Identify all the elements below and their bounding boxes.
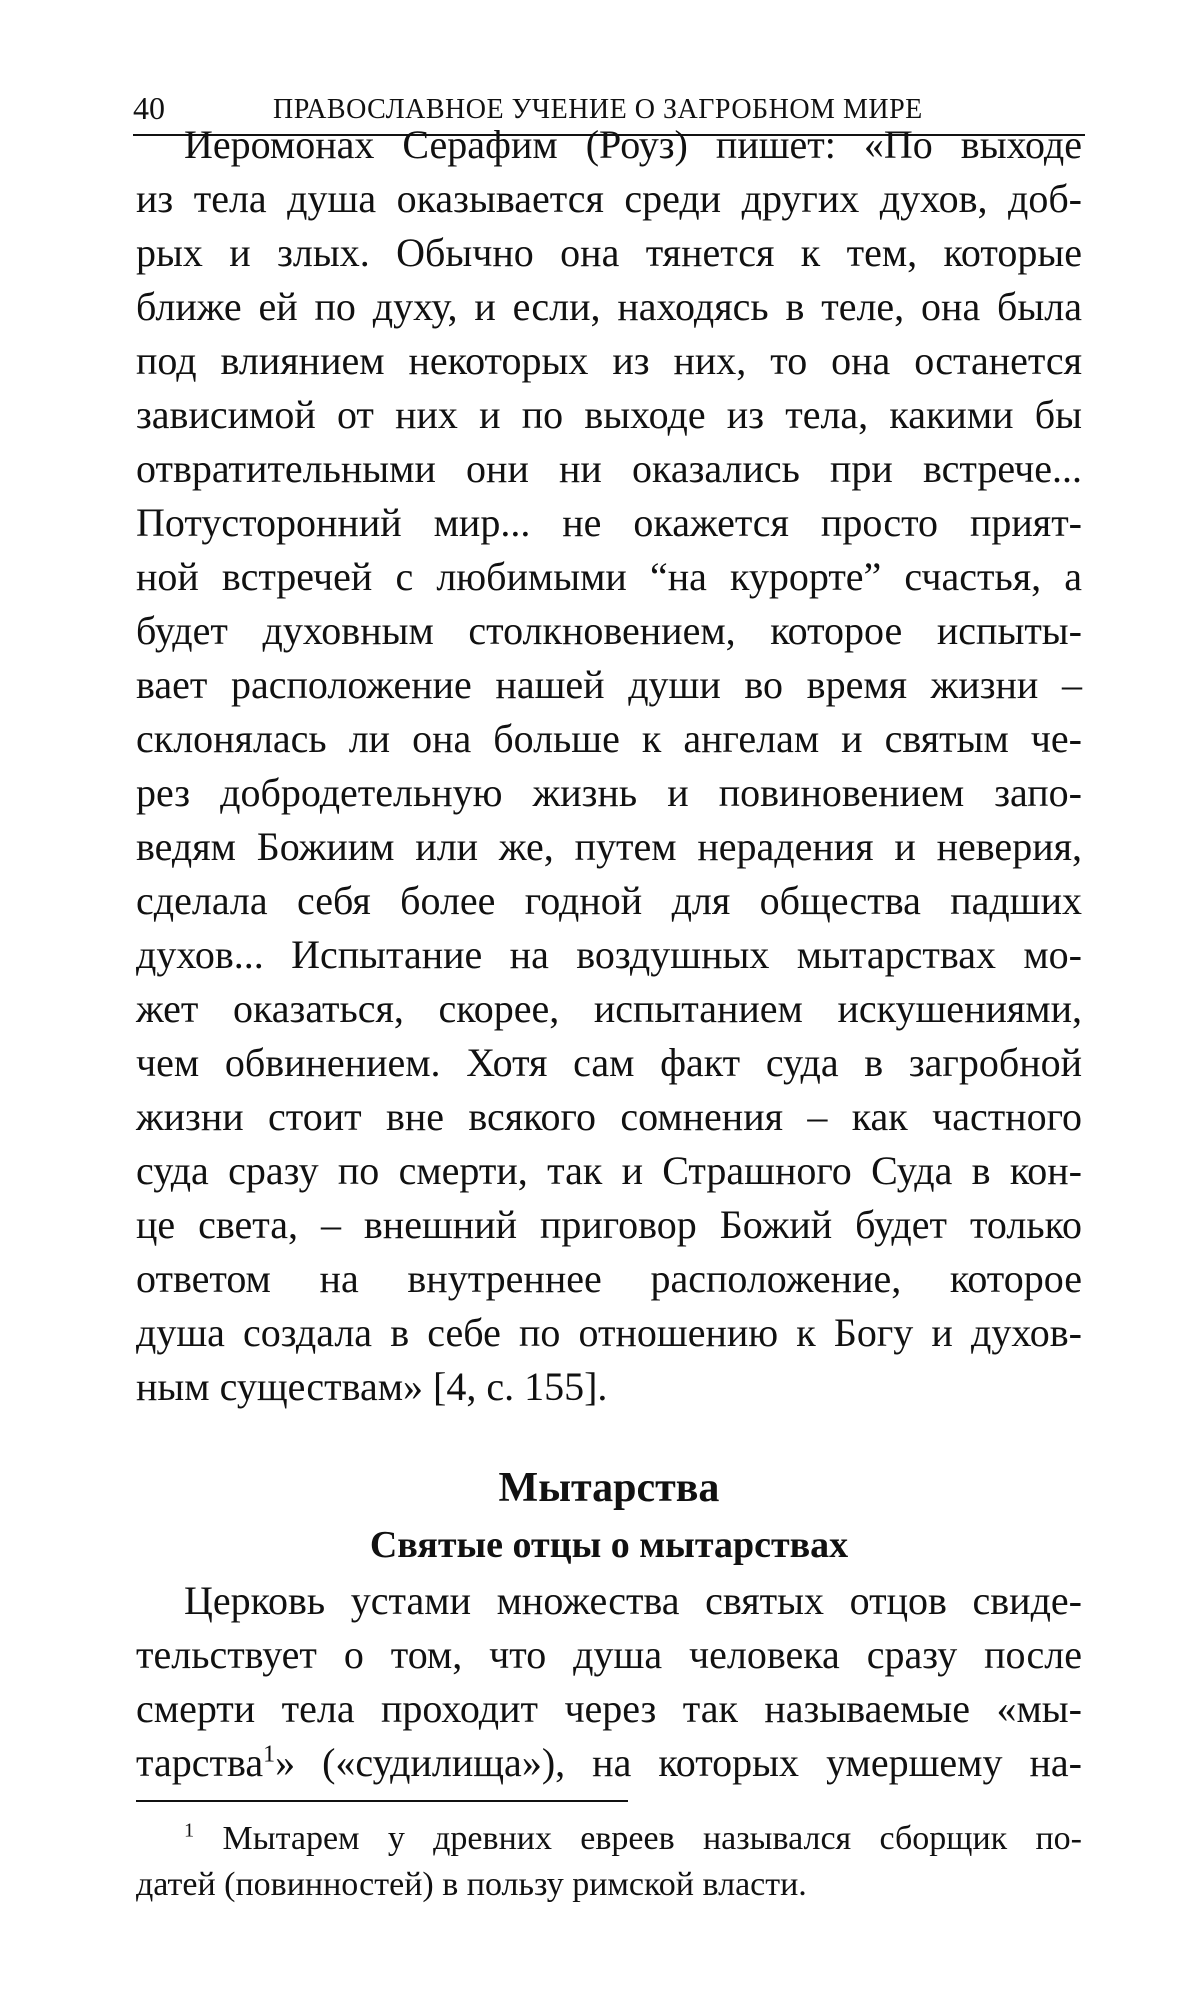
text-line: отвратительными они ни оказались при встрече...: [136, 446, 1082, 491]
text-line: жизни стоит вне всякого сомнения – как частного: [136, 1094, 1082, 1139]
text-line: ответом на внутреннее расположение, которое: [136, 1256, 1082, 1301]
text-line: Иеромонах Серафим (Роуз) пишет: «По выходе: [184, 122, 1082, 167]
section-heading: Мытарства: [498, 1465, 720, 1511]
text-line: зависимой от них и по выходе из тела, какими бы: [136, 392, 1082, 437]
text-line: душа создала в себе по отношению к Богу и духов-: [136, 1310, 1082, 1355]
text-line: тельствует о том, что душа человека сразу после: [136, 1632, 1082, 1677]
page-number: 40: [133, 90, 165, 126]
text-line: из тела душа оказывается среди других духов, доб-: [136, 176, 1082, 221]
section-subheading: Святые отцы о мытарствах: [369, 1524, 849, 1566]
running-head-title: ПРАВОСЛАВНОЕ УЧЕНИЕ О ЗАГРОБНОМ МИРЕ: [273, 94, 923, 125]
footnote-text: Мытарем у древних евреев назывался сборщик по-: [222, 1820, 1082, 1857]
text-line: Церковь устами множества святых отцов свиде-: [184, 1578, 1082, 1623]
text-line: Потусторонний мир... не окажется просто прият-: [136, 500, 1082, 545]
footnote-line: [184, 1816, 1082, 1862]
text-line: [136, 1736, 1082, 1790]
text-fragment: » («судилища»), на которых умершему на-: [275, 1740, 1082, 1785]
footnote-reference: 1: [263, 1741, 276, 1768]
text-line: вает расположение нашей души во время жизни –: [136, 662, 1082, 707]
text-line: ведям Божиим или же, путем нерадения и неверия,: [136, 824, 1082, 869]
text-line: ближе ей по духу, и если, находясь в теле, она была: [136, 284, 1082, 329]
text-line: будет духовным столкновением, которое испыты-: [136, 608, 1082, 653]
footnote-marker: 1: [184, 1819, 195, 1842]
text-line: смерти тела проходит через так называемые «мы-: [136, 1686, 1082, 1731]
text-line: склонялась ли она больше к ангелам и святым че-: [136, 716, 1082, 761]
text-line: рез добродетельную жизнь и повиновением запо-: [136, 770, 1082, 815]
footnote-line: датей (повинностей) в пользу римской власти.: [136, 1866, 807, 1903]
text-fragment: тарства: [136, 1740, 264, 1785]
text-line: це света, – внешний приговор Божий будет только: [136, 1202, 1082, 1247]
text-line: ной встречей с любимыми “на курорте” счастья, а: [136, 554, 1082, 599]
text-line: под влиянием некоторых из них, то она останется: [136, 338, 1082, 383]
text-line: суда сразу по смерти, так и Страшного Суда в кон-: [136, 1148, 1082, 1193]
text-line: рых и злых. Обычно она тянется к тем, которые: [136, 230, 1082, 275]
footnote-rule: [136, 1800, 628, 1802]
text-line: духов... Испытание на воздушных мытарствах мо-: [136, 932, 1082, 977]
text-line: ным существам» [4, с. 155].: [136, 1364, 608, 1409]
text-line: чем обвинением. Хотя сам факт суда в загробной: [136, 1040, 1082, 1085]
text-line: сделала себя более годной для общества падших: [136, 878, 1082, 923]
text-line: жет оказаться, скорее, испытанием искушениями,: [136, 986, 1082, 1031]
